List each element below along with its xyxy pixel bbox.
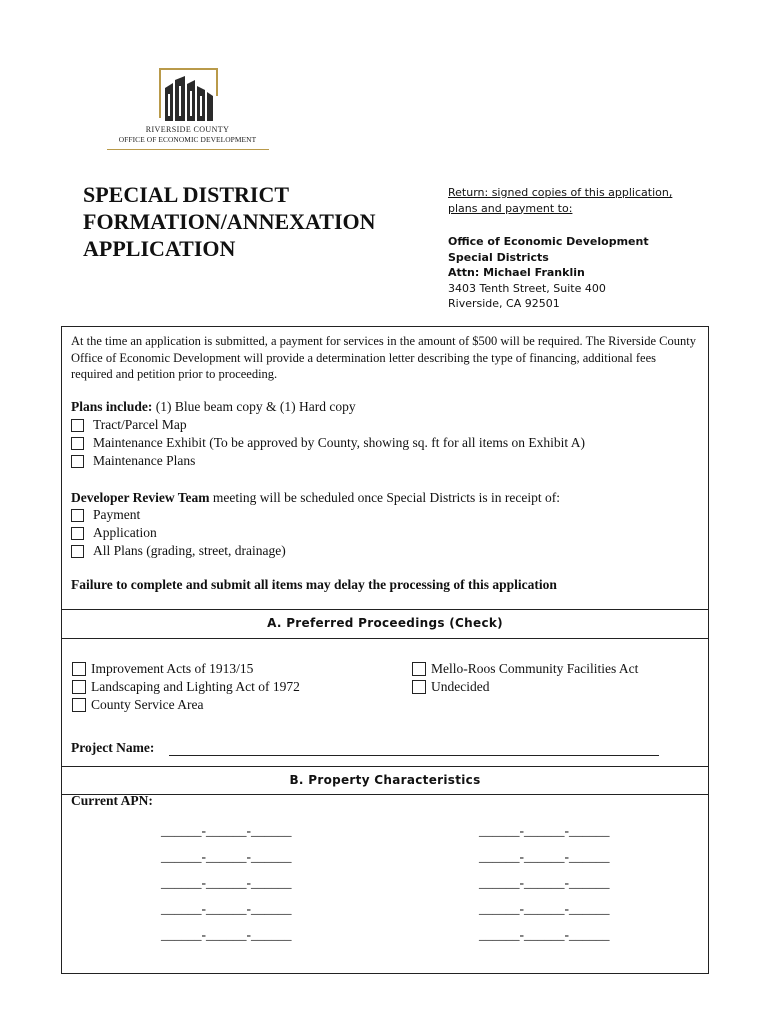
developer-heading <box>71 490 560 506</box>
plans-item-label: Tract/Parcel Map <box>93 417 187 432</box>
checkbox[interactable] <box>72 662 86 676</box>
address-office: Office of Economic Development <box>448 235 649 248</box>
apn-field-left-4[interactable]: ______-______-______ <box>161 901 292 916</box>
project-name-label: Project Name: <box>71 740 155 755</box>
option-label: Undecided <box>431 679 490 694</box>
developer-detail: meeting will be scheduled once Special Districts is in receipt of: <box>209 490 561 505</box>
logo-line2: OFFICE OF ECONOMIC DEVELOPMENT <box>118 135 257 144</box>
failure-notice: Failure to complete and submit all items may delay the processing of this application <box>71 577 557 592</box>
option-label: Improvement Acts of 1913/15 <box>91 661 254 676</box>
section-b-heading: B. Property Characteristics <box>289 773 481 787</box>
option-landscaping-lighting[interactable] <box>72 678 300 696</box>
checkbox[interactable] <box>412 680 426 694</box>
apn-field-left-3[interactable]: ______-______-______ <box>161 875 292 890</box>
checkbox[interactable] <box>72 680 86 694</box>
option-improvement-acts[interactable] <box>72 660 253 678</box>
address-attn: Attn: Michael Franklin <box>448 266 585 279</box>
section-divider <box>62 766 708 767</box>
building-logo-icon <box>105 66 270 126</box>
developer-item-label: Payment <box>93 507 141 522</box>
option-undecided[interactable] <box>412 678 489 696</box>
checkbox[interactable] <box>71 527 84 540</box>
logo-line1: RIVERSIDE COUNTY <box>145 125 230 134</box>
developer-item-label: Application <box>93 525 157 540</box>
developer-item-application[interactable] <box>71 524 157 542</box>
title-line3: APPLICATION <box>83 236 236 261</box>
checkbox[interactable] <box>71 455 84 468</box>
apn-field-right-3[interactable]: ______-______-______ <box>479 875 610 890</box>
checkbox[interactable] <box>72 698 86 712</box>
mailing-address <box>448 234 708 312</box>
option-mello-roos[interactable] <box>412 660 638 678</box>
return-line2: plans and payment to: <box>448 201 573 215</box>
address-city: Riverside, CA 92501 <box>448 297 560 310</box>
return-line1: Return: signed copies of this application, <box>448 186 673 199</box>
project-name-field[interactable] <box>169 755 659 756</box>
apn-field-left-5[interactable]: ______-______-______ <box>161 927 292 942</box>
plans-label: Plans include: <box>71 399 153 414</box>
plans-item-tract-map[interactable] <box>71 416 187 434</box>
apn-field-right-4[interactable]: ______-______-______ <box>479 901 610 916</box>
return-instructions <box>448 185 708 216</box>
title-line1: SPECIAL DISTRICT <box>83 182 290 207</box>
checkbox[interactable] <box>71 509 84 522</box>
application-form-box <box>61 326 709 974</box>
plans-item-maintenance-plans[interactable] <box>71 452 195 470</box>
checkbox[interactable] <box>71 545 84 558</box>
apn-field-left-1[interactable]: ______-______-______ <box>161 823 292 838</box>
section-a-heading: A. Preferred Proceedings (Check) <box>267 616 503 630</box>
plans-item-label: Maintenance Exhibit (To be approved by County, showing sq. ft for all items on Exhibit A) <box>93 435 585 450</box>
developer-item-all-plans[interactable] <box>71 542 286 560</box>
form-title <box>83 181 413 262</box>
address-street: 3403 Tenth Street, Suite 400 <box>448 281 606 295</box>
apn-field-left-2[interactable]: ______-______-______ <box>161 849 292 864</box>
plans-item-maintenance-exhibit[interactable] <box>71 434 585 452</box>
option-label: Landscaping and Lighting Act of 1972 <box>91 679 300 694</box>
intro-paragraph: At the time an application is submitted, a payment for services in the amount of $500 will be required. The Riverside County Office of Economic Development will provide a determination letter describing the type of financing, additional fees required and petition prior to proceeding. <box>71 334 696 381</box>
address-division: Special Districts <box>448 250 549 264</box>
developer-item-label: All Plans (grading, street, drainage) <box>93 543 286 558</box>
option-county-service-area[interactable] <box>72 696 203 714</box>
option-label: Mello-Roos Community Facilities Act <box>431 661 639 676</box>
riverside-county-logo <box>105 66 270 154</box>
apn-field-right-5[interactable]: ______-______-______ <box>479 927 610 942</box>
checkbox[interactable] <box>71 419 84 432</box>
checkbox[interactable] <box>71 437 84 450</box>
plans-item-label: Maintenance Plans <box>93 453 196 468</box>
plans-heading <box>71 399 356 415</box>
developer-label: Developer Review Team <box>71 490 210 505</box>
current-apn-label: Current APN: <box>71 793 153 808</box>
section-divider <box>62 609 708 610</box>
plans-detail: (1) Blue beam copy & (1) Hard copy <box>152 399 356 414</box>
checkbox[interactable] <box>412 662 426 676</box>
section-divider <box>62 794 708 795</box>
developer-item-payment[interactable] <box>71 506 140 524</box>
option-label: County Service Area <box>91 697 204 712</box>
section-divider <box>62 638 708 639</box>
logo-divider <box>107 149 269 150</box>
title-line2: FORMATION/ANNEXATION <box>83 209 376 234</box>
apn-field-right-1[interactable]: ______-______-______ <box>479 823 610 838</box>
apn-field-right-2[interactable]: ______-______-______ <box>479 849 610 864</box>
